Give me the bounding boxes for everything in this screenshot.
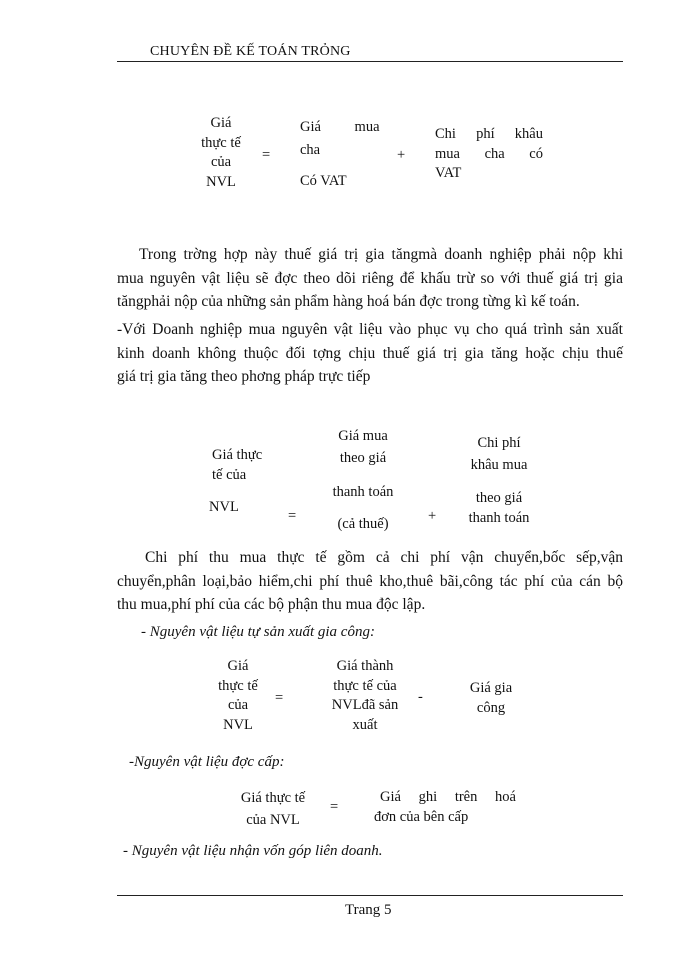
formula3-minus: - (418, 689, 423, 705)
formula2-term2-line: theo giá (475, 490, 523, 506)
formula4-rhs (374, 788, 516, 827)
page-number: Trang 5 (345, 902, 392, 918)
formula1-term1-line: Có VAT (300, 173, 347, 189)
formula3-lhs-line: NVL (223, 716, 253, 733)
formula2-equals: = (288, 508, 297, 524)
formula3-lhs (210, 657, 266, 735)
formula1-lhs-line: thực tế (201, 134, 241, 151)
formula3-term2 (456, 679, 526, 718)
paragraph-line: chuyển,phân loại,bảo hiểm,chi phí thuê kho,thuê bãi,công tác phí của cán bộ (117, 572, 623, 590)
formula1-term2-line: mua cha có (435, 145, 543, 162)
formula2-lhs-line: Giá thực (212, 447, 263, 463)
paragraph-line: tăngphải nộp của những sản phẩm hàng hoá bán đợc trong từng kì kế toán. (117, 293, 580, 310)
heading-granted-materials: -Nguyên vật liệu đợc cấp: (129, 754, 285, 770)
paragraph-line: -Với Doanh nghiệp mua nguyên vật liệu vào phục vụ cho quá trình sản xuất (117, 321, 623, 338)
formula1-term1-line: Giá mua (300, 119, 380, 135)
formula1-lhs-line: Giá (210, 115, 232, 131)
paragraph-line: mua nguyên vật liệu sẽ đợc theo dõi riêng để khấu trừ so với thuế giá trị gia (117, 269, 623, 287)
paragraph-vat-deduction (117, 243, 623, 314)
formula1-term2-line: VAT (435, 165, 462, 181)
formula4-rhs-line: Giá ghi trên hoá (380, 789, 516, 805)
paragraph-line: Chi phí thu mua thực tế gồm cả chi phí vận chuyển,bốc sếp,vận (145, 549, 623, 566)
formula1-term1-line: cha (300, 141, 321, 158)
formula2-term2 (456, 434, 542, 528)
formula2-term1-line: Giá mua (338, 428, 388, 444)
formula1-term2-line: Chi phí khâu (435, 126, 543, 142)
formula1-equals: = (262, 147, 271, 163)
formula2-term1-line: (cả thuế) (337, 515, 389, 532)
formula3-lhs-line: Giá (227, 658, 249, 674)
document-header-title: CHUYÊN ĐỀ KẾ TOÁN TRỎNG (150, 44, 351, 59)
formula3-term2-line: công (476, 699, 506, 716)
formula1-plus: + (397, 147, 406, 163)
formula3-equals: = (275, 690, 284, 706)
paragraph-line: thu mua,phí phí của các bộ phận thu mua độc lập. (117, 596, 426, 613)
formula1-lhs-line: của (210, 154, 232, 170)
footer-rule (117, 895, 623, 896)
heading-contributed-materials: - Nguyên vật liệu nhận vốn góp liên doanh. (123, 843, 383, 859)
formula3-term1-line: thực tế của (333, 677, 397, 694)
formula3-lhs-line: của (227, 697, 249, 713)
formula4-rhs-line: đơn của bên cấp (374, 808, 469, 825)
formula2-lhs-line: tế của (212, 466, 247, 483)
formula2-term2-line: thanh toán (468, 509, 530, 526)
formula2-term2-line: Chi phí (477, 435, 521, 451)
formula3-lhs-line: thực tế (218, 677, 258, 694)
paragraph-non-vat-enterprise (117, 318, 623, 389)
formula3-term1-line: Giá thành (336, 658, 394, 674)
paragraph-line: kinh doanh không thuộc đối tợng chịu thuế giá trị gia tăng hoặc chịu thuế (117, 344, 623, 362)
formula4-lhs-line: Giá thực tế (240, 790, 306, 806)
formula4-equals: = (330, 799, 339, 815)
formula3-term1-line: xuất (352, 716, 378, 733)
formula2-term1 (320, 427, 406, 534)
formula2-term1-line: thanh toán (332, 484, 394, 500)
formula3-term1 (320, 657, 410, 735)
formula3-term1-line: NVLđã sản (331, 697, 399, 713)
heading-self-made-materials: - Nguyên vật liệu tự sản xuất gia công: (141, 624, 375, 640)
formula1-lhs-line: NVL (206, 173, 236, 190)
paragraph-line: Trong trờng hợp này thuế giá trị gia tăngmà doanh nghiệp phải nộp khi (139, 246, 623, 263)
formula2-lhs-nvl: NVL (209, 499, 239, 515)
formula1-term2 (435, 125, 543, 184)
formula2-term2-line: khâu mua (470, 456, 528, 473)
formula3-term2-line: Giá gia (469, 680, 513, 696)
formula2-lhs-top (212, 446, 262, 485)
formula1-term1 (300, 118, 384, 192)
header-rule (117, 61, 623, 62)
formula2-term1-line: theo giá (339, 449, 387, 466)
formula1-lhs (196, 114, 246, 192)
paragraph-purchase-costs (117, 546, 623, 617)
formula4-lhs-line: của NVL (246, 811, 300, 828)
formula2-plus: + (428, 508, 437, 524)
formula4-lhs (230, 789, 316, 830)
paragraph-line: giá trị gia tăng theo phơng pháp trực tiếp (117, 368, 371, 385)
